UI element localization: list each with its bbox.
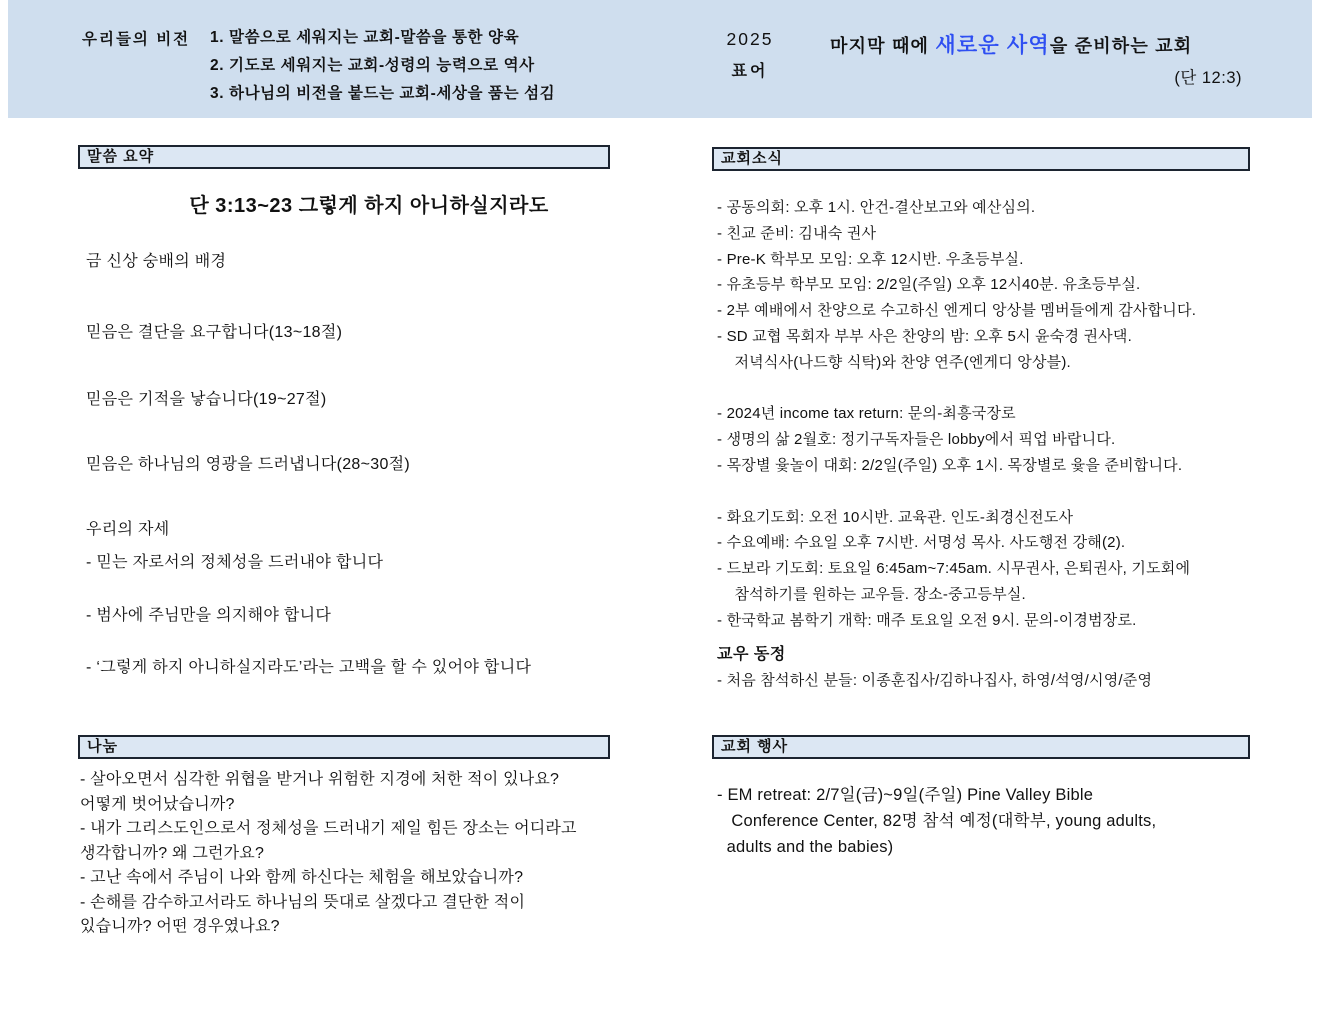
church-news-line: - 유초등부 학부모 모임: 2/2일(주일) 오후 12시40분. 유초등부실. xyxy=(717,276,1141,294)
church-news-list xyxy=(712,195,1250,634)
church-news-line: - 생명의 삶 2월호: 정기구독자들은 lobby에서 픽업 바랍니다. xyxy=(717,431,1116,449)
church-news-line: - Pre-K 학부모 모임: 오후 12시반. 우초등부실. xyxy=(717,250,1024,268)
slogan xyxy=(830,29,1242,59)
slogan-year: 2025 xyxy=(726,29,774,49)
section-header-church-news xyxy=(712,147,1250,171)
slogan-block xyxy=(830,29,1242,88)
section-header-church-events xyxy=(712,735,1250,759)
slogan-reference: (단 12:3) xyxy=(1174,69,1242,87)
slogan-highlight: 새로운 사역 xyxy=(935,34,1050,57)
fellowship-line: - 처음 참석하신 분들: 이종훈집사/김하나집사, 하영/석영/시영/준영 xyxy=(717,671,1153,689)
sermon-attitude-item: - 범사에 주님만을 의지해야 합니다 xyxy=(86,607,332,624)
section-header-sermon-summary xyxy=(78,145,610,169)
sermon-passage-title: 단 3:13~23 그렇게 하지 아니하실지라도 xyxy=(189,195,549,217)
section-header-sharing xyxy=(78,735,610,759)
slogan-prefix: 마지막 때에 xyxy=(830,36,936,56)
vision-banner xyxy=(8,0,1312,118)
church-news-section xyxy=(712,147,1250,693)
church-news-line xyxy=(717,376,1250,402)
sermon-background-heading: 금 신상 숭배의 배경 xyxy=(86,253,227,270)
sharing-question-line: - 살아오면서 심각한 위협을 받거나 위험한 지경에 처한 적이 있나요? xyxy=(80,771,560,788)
church-news-line: - SD 교협 목회자 부부 사은 찬양의 밤: 오후 5시 윤숙경 권사댁. xyxy=(717,327,1132,345)
church-news-line: - 친교 준비: 김내숙 권사 xyxy=(717,224,877,242)
church-event-line: - EM retreat: 2/7일(금)~9일(주일) Pine Valley Bible xyxy=(717,786,1094,804)
sharing-question-line: 어떻게 벗어났습니까? xyxy=(80,795,235,813)
sermon-summary-section xyxy=(78,145,610,680)
church-news-line xyxy=(717,479,1250,505)
section-title: 말씀 요약 xyxy=(87,148,155,165)
vision-item: 3. 하나님의 비전을 붙드는 교회-세상을 품는 섬김 xyxy=(210,85,556,102)
sermon-attitude-item: - 믿는 자로서의 정체성을 드러내야 합니다 xyxy=(86,554,384,571)
sermon-attitude-item: - ‘그렇게 하지 아니하실지라도’라는 고백을 할 수 있어야 합니다 xyxy=(86,659,532,676)
section-title: 교회 행사 xyxy=(721,738,789,755)
year-block xyxy=(717,29,783,81)
church-news-line: - 목장별 윷놀이 대회: 2/2일(주일) 오후 1시. 목장별로 윷을 준비합니다. xyxy=(717,456,1183,474)
church-event-line: adults and the babies) xyxy=(717,838,894,856)
sharing-question-line: - 고난 속에서 주님이 나와 함께 하신다는 체험을 해보았습니까? xyxy=(80,869,524,886)
sermon-point: 믿음은 하나님의 영광을 드러냅니다(28~30절) xyxy=(86,456,411,473)
section-title: 나눔 xyxy=(87,738,118,755)
church-news-line: - 한국학교 봄학기 개학: 매주 토요일 오전 9시. 문의-이경범장로. xyxy=(717,611,1137,629)
sharing-question-line: 생각합니까? 왜 그런가요? xyxy=(80,844,265,862)
sharing-section xyxy=(78,735,610,940)
church-news-line: - 드보라 기도회: 토요일 6:45am~7:45am. 시무권사, 은퇴권사, 기도회에 xyxy=(717,560,1191,578)
church-news-line: - 수요예배: 수요일 오후 7시반. 서명성 목사. 사도행전 강해(2). xyxy=(717,534,1126,552)
section-title: 교회소식 xyxy=(721,150,783,167)
church-events-list xyxy=(712,782,1250,860)
church-news-line: - 2부 예배에서 찬양으로 수고하신 엔게디 앙상블 멤버들에게 감사합니다. xyxy=(717,302,1197,320)
slogan-year-label: 표어 xyxy=(731,63,769,80)
church-news-line: - 공동의회: 오후 1시. 안건-결산보고와 예산심의. xyxy=(717,199,1036,216)
vision-item: 2. 기도로 세워지는 교회-성령의 능력으로 역사 xyxy=(210,57,535,74)
sermon-attitude-heading: 우리의 자세 xyxy=(86,521,170,538)
vision-list xyxy=(210,24,555,108)
sharing-question-line: 있습니까? 어떤 경우였나요? xyxy=(80,918,280,935)
slogan-suffix: 을 준비하는 교회 xyxy=(1049,36,1193,56)
church-news-line: 저녁식사(나드향 식탁)와 찬양 연주(엔게디 앙상블). xyxy=(717,353,1071,371)
church-news-line: - 2024년 income tax return: 문의-최흥국장로 xyxy=(717,405,1016,423)
vision-label: 우리들의 비전 xyxy=(82,31,191,48)
church-event-line: Conference Center, 82명 참석 예정(대학부, young adults, xyxy=(717,812,1157,830)
church-news-line: - 화요기도회: 오전 10시반. 교육관. 인도-최경신전도사 xyxy=(717,508,1074,526)
church-news-line: 참석하기를 원하는 교우들. 장소-중고등부실. xyxy=(717,585,1026,603)
vision-item: 1. 말씀으로 세워지는 교회-말씀을 통한 양육 xyxy=(210,29,520,46)
sermon-point: 믿음은 기적을 낳습니다(19~27절) xyxy=(86,391,327,408)
sharing-question-list xyxy=(78,768,610,940)
vision-block xyxy=(82,24,555,108)
sermon-point: 믿음은 결단을 요구합니다(13~18절) xyxy=(86,324,343,341)
sharing-question-line: - 손해를 감수하고서라도 하나님의 뜻대로 살겠다고 결단한 적이 xyxy=(80,893,526,911)
fellowship-heading: 교우 동정 xyxy=(717,645,786,663)
church-events-section xyxy=(712,735,1250,860)
sharing-question-line: - 내가 그리스도인으로서 정체성을 드러내기 제일 힘든 장소는 어디라고 xyxy=(80,820,577,837)
